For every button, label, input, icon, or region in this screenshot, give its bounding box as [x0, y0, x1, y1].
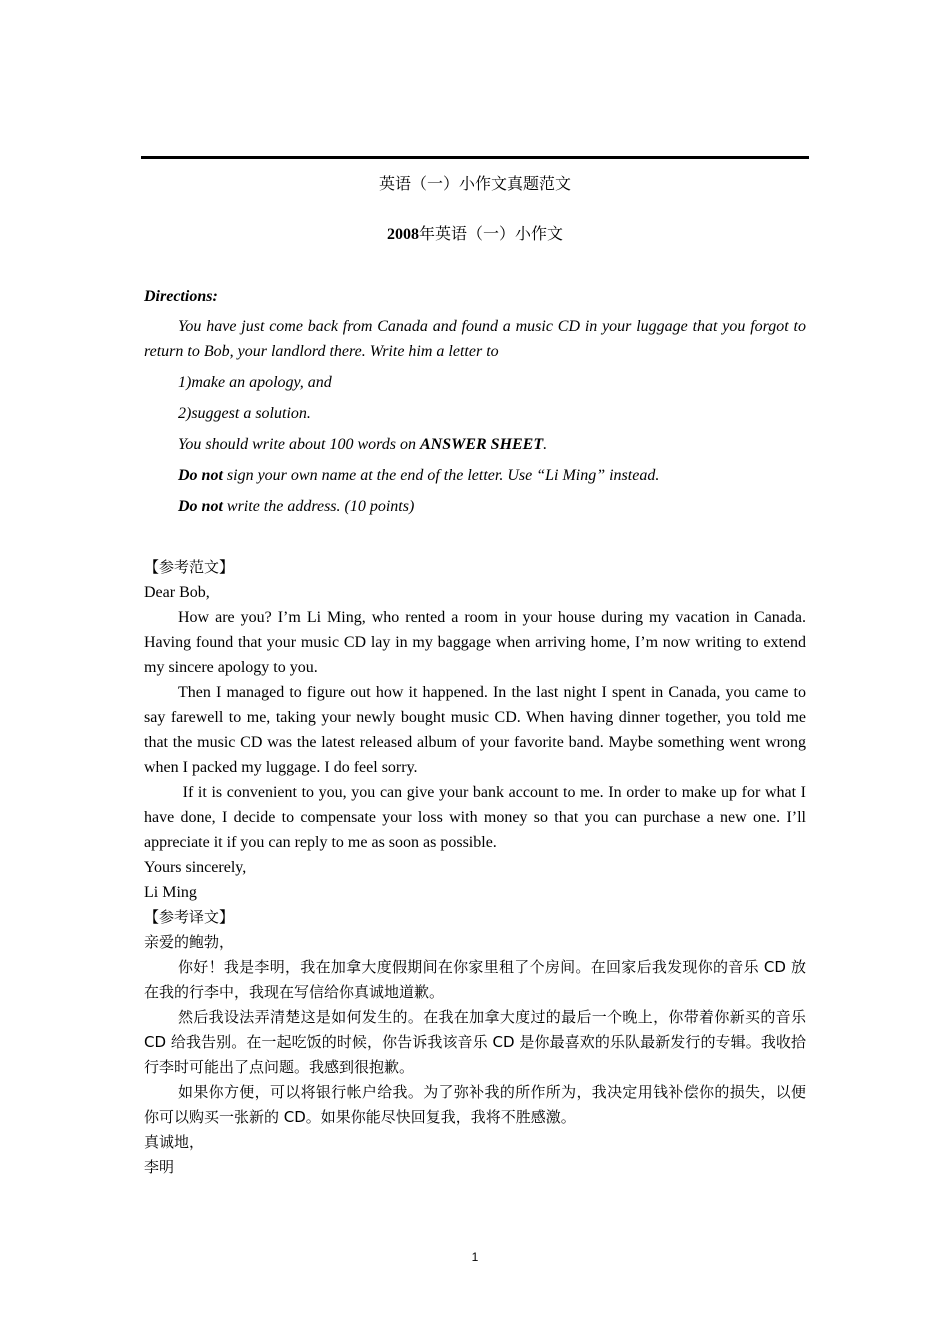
subtitle-text: 年英语（一）小作文	[418, 226, 563, 243]
word-count-text: You should write about 100 words on	[178, 436, 420, 453]
do-not-text: Do not	[178, 498, 223, 515]
letter-paragraph-1: How are you? I’m Li Ming, who rented a room in your house during my vacation in Canada. Having found that your music CD lay in my baggage when arriving home, I’m now writing to extend my sincere apology to you.	[144, 609, 806, 676]
directions-heading: Directions:	[144, 288, 218, 305]
do-not-text: Do not	[178, 467, 223, 484]
translation-closing: 真诚地，	[144, 1133, 205, 1151]
document-title: 英语（一）小作文真题范文	[378, 176, 571, 193]
document-body	[144, 172, 811, 1180]
header-rule	[141, 156, 809, 159]
sample-letter	[144, 580, 811, 905]
answer-sheet-text: ANSWER SHEET	[419, 436, 544, 453]
directions-item-1: 1)make an apology, and	[178, 374, 332, 391]
sample-heading: 【参考范文】	[144, 558, 235, 576]
address-note-text: write the address. (10 points)	[222, 498, 415, 515]
page-number: 1	[471, 1250, 479, 1264]
translation-salutation: 亲爱的鲍勃，	[144, 933, 235, 951]
directions-paragraph: You have just come back from Canada and found a music CD in your luggage that you forgot to return to Bob, your landlord there. Write him a letter to	[144, 318, 806, 360]
translation-paragraph-1: 你好！我是李明，我在加拿大度假期间在你家里租了个房间。在回家后我发现你的音乐 CD 放在我的行李中，我现在写信给你真诚地道歉。	[144, 958, 806, 1001]
directions-block	[144, 314, 806, 519]
letter-closing: Yours sincerely,	[144, 859, 247, 876]
directions-item-2: 2)suggest a solution.	[178, 405, 311, 422]
letter-salutation: Dear Bob,	[144, 584, 210, 601]
directions-address-note	[144, 494, 806, 519]
signature-note-text: sign your own name at the end of the letter. Use “Li Ming” instead.	[222, 467, 660, 484]
directions-signature-note	[144, 463, 806, 488]
document-subtitle	[144, 222, 806, 248]
directions-word-count	[144, 432, 806, 457]
letter-paragraph-2: Then I managed to figure out how it happened. In the last night I spent in Canada, you came to say farewell to me, taking your newly bought music CD. When having dinner together, you told me that the music CD was the latest released album of your favorite band. Maybe something went wrong when I packed my luggage. I do feel sorry.	[144, 684, 806, 776]
translation-block	[144, 905, 806, 1180]
word-count-end: .	[543, 436, 548, 453]
letter-signature: Li Ming	[144, 884, 197, 901]
translation-paragraph-2: 然后我设法弄清楚这是如何发生的。在我在加拿大度过的最后一个晚上，你带着你新买的音乐 CD 给我告别。在一起吃饭的时候，你告诉我该音乐 CD 是你最喜欢的乐队最新发行的专辑。我收拾行李时可能出了点问题。我感到很抱歉。	[144, 1008, 806, 1076]
translation-signature: 李明	[144, 1158, 175, 1176]
subtitle-year: 2008	[386, 226, 419, 243]
letter-paragraph-3: If it is convenient to you, you can give your bank account to me. In order to make up for what I have done, I decide to compensate your loss with money so that you can purchase a new one. I’ll appreciate it if you can reply to me as soon as possible.	[144, 784, 811, 851]
translation-paragraph-3: 如果你方便，可以将银行帐户给我。为了弥补我的所作所为，我决定用钱补偿你的损失，以便你可以购买一张新的 CD。如果你能尽快回复我，我将不胜感激。	[144, 1083, 806, 1126]
translation-heading: 【参考译文】	[144, 908, 235, 926]
